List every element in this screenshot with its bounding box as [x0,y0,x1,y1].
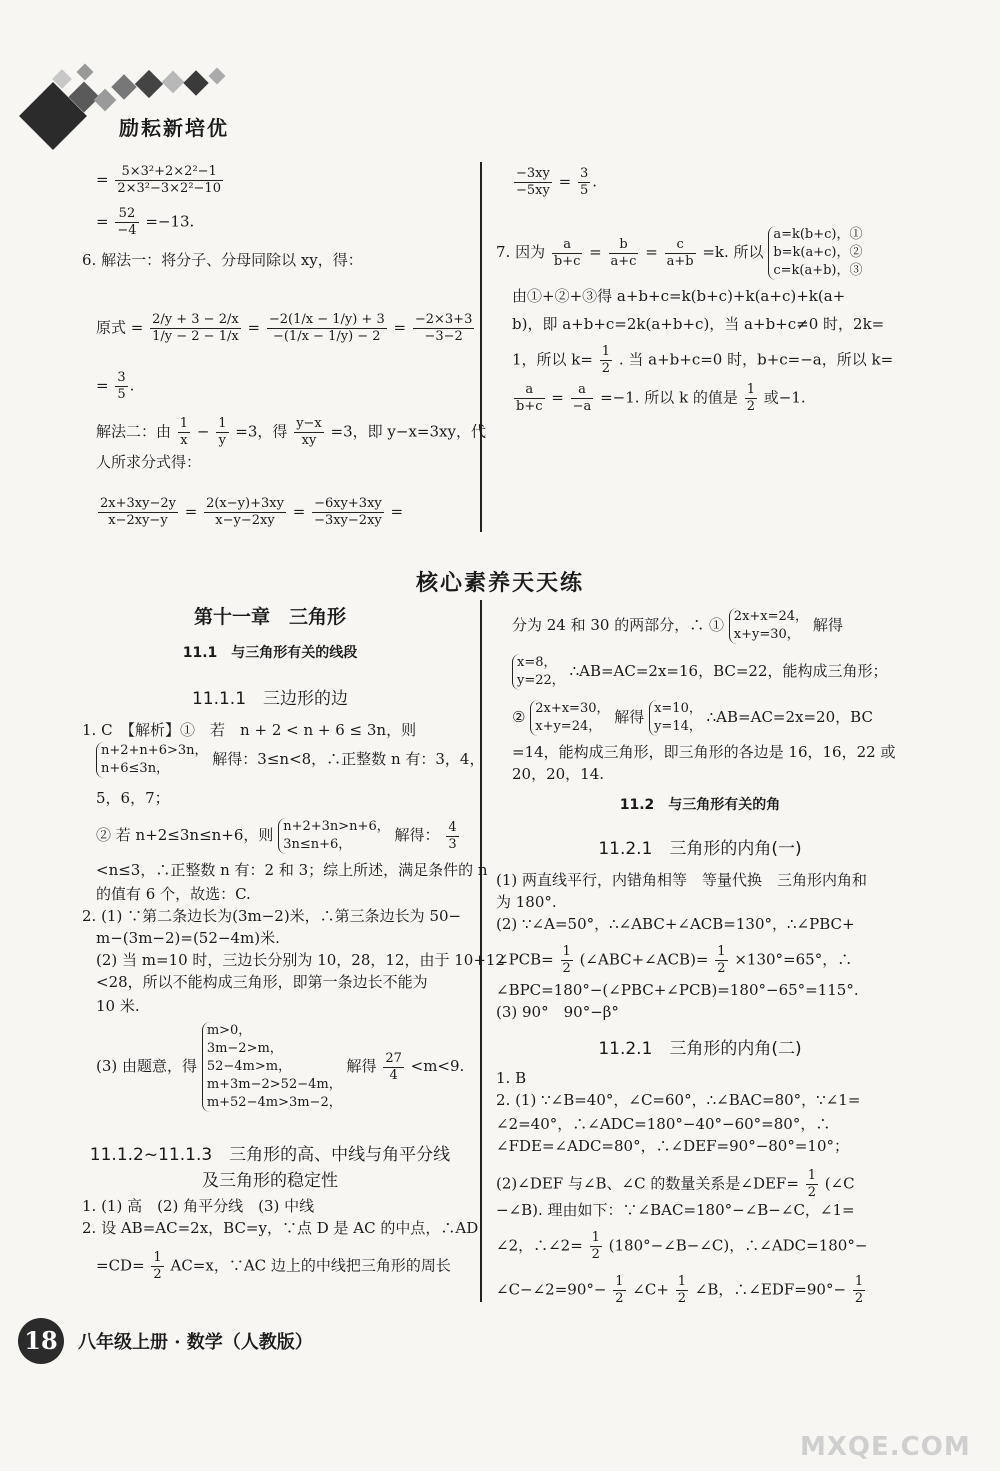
equation-system: n+2+3n>n+6， 3n≤n+6， [278,818,390,854]
fraction: $\frac{52}{-4}$ [117,206,137,238]
question-7-line3: b)，即 a+b+c=2k(a+b+c)，当 a+b+c≠0 时，2k= [512,315,885,333]
watermark: MXQE.COM [800,1432,971,1462]
q2-line6: (3) 由题意，得 m>0， 3m−2>m， 52−4m>m， m+3m−2>52−4m， m+52−4m>3m−2， 解得 $\frac{27}{4}$ <m<9. [96,1023,465,1110]
logo-diamond [162,71,185,94]
a1-line6: (3) 90° 90°−β° [496,1003,619,1021]
page-number: 18 [24,1326,58,1355]
fraction: $\frac{-2\times 3+3}{-3-2}$ [414,312,473,344]
fraction: $\frac{1}{2}$ [591,1230,600,1262]
fraction: $\frac{1}{2}$ [601,344,611,376]
brand-text: 励耘新培优 [119,116,229,140]
fraction: $\frac{3}{5}$ [117,370,126,402]
fraction: $\frac{c}{a+b}$ [666,236,694,269]
b2-line4: (2)∠DEF 与∠B、∠C 的数量关系是∠DEF= $\frac{1}{2}$ (∠C [496,1168,855,1200]
fraction: $\frac{27}{4}$ [385,1050,402,1083]
question-7-head: 7. 因为 $\frac{a}{b+c}$ = $\frac{b}{a+c}$ = $\frac{c}{a+b}$ =k. 所以 a=k(b+c)，① b=k(a+c)，② c=k(a+b)，③ [496,227,863,278]
question-6-head: 6. 解法一：将分子、分母同除以 xy，得： [82,251,363,269]
subsection-heading: 11.1.1 三边形的边 [191,689,349,709]
right-eq-1: $\frac{-3xy}{-5xy}$ = $\frac{3}{5}$ . [516,166,598,198]
subsection-heading: 11.2.1 三角形的内角(二) [598,1039,802,1059]
equation-system: n+2+n+6>3n， n+6≤3n， [96,742,208,778]
question-7-line5: $\frac{a}{b+c}$ = $\frac{a}{-a}$ =−1. 所以 k 的值是 $\frac{1}{2}$ 或−1. [516,382,806,414]
a1-line5: ∠BPC=180°−(∠PBC+∠PCB)=180°−65°=115°. [496,981,859,999]
column-divider [480,162,482,532]
section-title: 核心素养天天练 [415,570,584,596]
eq-line-2: = $\frac{52}{-4}$ =−13. [96,206,195,238]
q1-line1: 1. C 【解析】① 若 n + 2 < n + 6 ≤ 3n，则 [82,721,417,739]
fraction: $\frac{2(x-y)+3xy}{x-y-2xy}$ [206,496,284,528]
logo-diamond [111,74,136,99]
header-logo [15,50,255,160]
question-6-method2-expr: $\frac{2x+3xy-2y}{x-2xy-y}$ = $\frac{2(x-y)+3xy}{x-y-2xy}$ = $\frac{-6xy+3xy}{-3xy-2xy}$ = [100,496,404,528]
fraction: $\frac{1}{2}$ [677,1274,686,1306]
fraction: $\frac{1}{x}$ [179,416,189,448]
subsection-heading: 11.2.1 三角形的内角(一) [598,839,802,859]
eq-line-1: = $\frac{\text{5×3²+2×2²−1}}{\text{2×3²−3×2²−10}}$ [96,164,221,196]
fraction: $\frac{1}{2}$ [717,944,726,976]
fraction: $\frac{-3xy}{-5xy}$ [516,166,550,198]
book-title: 八年级上册 · 数学（人教版） [78,1332,313,1353]
q2-line1: 2. (1) ∵第二条边长为(3m−2)米，∴第三条边长为 50− [82,907,462,925]
b2-line2: ∠2=40°，∴∠ADC=180°−40°−60°=80°，∴ [496,1115,831,1133]
fraction: $\frac{2x+3xy-2y}{x-2xy-y}$ [100,496,176,528]
equation-system: 2x+x=24， x+y=30， [729,608,808,644]
logo-diamond [183,70,208,95]
q1-line3: 5，6，7； [96,789,170,807]
p2-line1: 2. 设 AB=AC=2x，BC=y，∵点 D 是 AC 的中点，∴AD [82,1219,479,1237]
section-heading: 11.2 与三角形有关的角 [619,797,781,813]
logo-diamond [77,64,94,81]
fraction: $\frac{1}{2}$ [854,1274,864,1306]
fraction: $\frac{a}{-a}$ [572,382,592,414]
fraction: $\frac{1}{2}$ [807,1168,816,1200]
chapter-title: 第十一章 三角形 [193,606,346,628]
q1-line2: n+2+n+6>3n， n+6≤3n， 解得：3≤n<8，∴正整数 n 有：3，4， [96,742,484,778]
c-line4: =14，能构成三角形，即三角形的各边是 16，16，22 或 [512,743,896,761]
logo-diamond [94,89,117,112]
equation-system: x=8， y=22， [512,654,565,690]
p2-line2: =CD= $\frac{1}{2}$ AC=x，∵AC 边上的中线把三角形的周长 [96,1250,451,1282]
a1-line1: (1) 两直线平行，内错角相等 等量代换 三角形内角和 [496,871,868,889]
c-line3: ② 2x+x=30， x+y=24， 解得 x=10， y=14， ∴AB=AC=2x=20，BC [512,701,873,734]
fraction: $\frac{1}{2}$ [615,1274,624,1306]
question-6-result: = $\frac{3}{5}$ . [96,370,135,402]
equation-system: a=k(b+c)，① b=k(a+c)，② c=k(a+b)，③ [768,226,862,280]
b2-line6: ∠2，∴∠2= $\frac{1}{2}$ (180°−∠B−∠C)，∴∠ADC=180°− [496,1230,868,1262]
fraction: $\frac{2/y + 3 - 2/x}{1/y - 2 - 1/x}$ [152,312,239,344]
c-line1: 分为 24 和 30 的两部分，∴ ① 2x+x=24， x+y=30， 解得 [512,609,843,642]
c-line2: x=8， y=22， ∴AB=AC=2x=16，BC=22，能构成三角形； [512,654,888,690]
question-7-line4: 1，所以 k= $\frac{1}{2}$ . 当 a+b+c=0 时，b+c=−a，所以 k= [512,344,894,376]
question-6-method2-cont: 人所求分式得： [96,453,202,471]
b2-line5: −∠B). 理由如下：∵∠BAC=180°−∠B−∠C，∠1= [496,1201,855,1219]
fraction: $\frac{a}{b+c}$ [553,236,581,269]
logo-diamond [209,68,226,85]
fraction: $\frac{y-x}{xy}$ [296,416,322,448]
equation-system: 2x+x=30， x+y=24， [530,700,609,736]
b1-line: 1. B [496,1069,527,1087]
subsection-heading: 及三角形的稳定性 [202,1171,338,1191]
q2-line4: <28，所以不能构成三角形，即第一条边长不能为 [96,973,428,991]
fraction: $\frac{3}{5}$ [579,166,589,198]
question-6-expr: 原式 = $\frac{2/y + 3 - 2/x}{1/y - 2 - 1/x}$ = $\frac{-2(1/x - 1/y) + 3}{-(1/x - 1/y) - 2}$ = $\frac{-2\times 3+3}{-3-2}$ [96,312,473,344]
b2-line7: ∠C−∠2=90°− $\frac{1}{2}$ ∠C+ $\frac{1}{2}$ ∠B，∴∠EDF=90°− $\frac{1}{2}$ [496,1274,864,1306]
fraction: $\frac{\text{5×3²+2×2²−1}}{\text{2×3²−3×2²−10}}$ [117,164,221,196]
q1-line6: 的值有 6 个，故选：C. [96,885,251,903]
equation-system: m>0， 3m−2>m， 52−4m>m， m+3m−2>52−4m， m+52−4m>3m−2， [202,1022,342,1112]
a1-line4: ∠PCB= $\frac{1}{2}$ (∠ABC+∠ACB)= $\frac{1}{2}$ ×130°=65°，∴ [496,944,853,976]
fraction: $\frac{1}{2}$ [746,382,755,414]
a1-line3: (2) ∵∠A=50°，∴∠ABC+∠ACB=130°，∴∠PBC+ [496,915,855,933]
q1-line5: <n≤3，∴正整数 n 有：2 和 3；综上所述，满足条件的 n [96,861,488,879]
subsection-heading: 11.1.2~11.1.3 三角形的高、中线与角平分线 [89,1145,451,1165]
section-heading: 11.1 与三角形有关的线段 [182,645,358,661]
p1-line: 1. (1) 高 (2) 角平分线 (3) 中线 [82,1197,315,1215]
b2-line1: 2. (1) ∵∠B=40°，∠C=60°，∴∠BAC=80°，∵∠1= [496,1091,861,1109]
q2-line2: m−(3m−2)=(52−4m)米. [96,929,280,947]
fraction: $\frac{a}{b+c}$ [516,382,543,414]
fraction: $\frac{1}{y}$ [218,416,227,448]
q2-line3: (2) 当 m=10 时，三边长分别为 10，28，12，由于 10+12 [96,951,505,969]
fraction: $\frac{1}{2}$ [562,944,571,976]
question-7-line2: 由①+②+③得 a+b+c=k(b+c)+k(a+c)+k(a+ [512,287,846,305]
fraction: $\frac{-6xy+3xy}{-3xy-2xy}$ [314,496,382,528]
logo-diamond [135,70,163,98]
fraction: $\frac{b}{a+c}$ [610,236,637,269]
fraction: $\frac{-2(1/x - 1/y) + 3}{-(1/x - 1/y) - 2}$ [268,312,385,344]
fraction: $\frac{4}{3}$ [448,819,457,852]
question-6-method2: 解法二：由 $\frac{1}{x}$ − $\frac{1}{y}$ =3，得 $\frac{y-x}{xy}$ =3，即 y−x=3xy，代 [96,416,486,448]
b2-line3: ∠FDE=∠ADC=80°，∴∠DEF=90°−80°=10°； [496,1137,849,1155]
fraction: $\frac{1}{2}$ [153,1250,162,1282]
a1-line2: 为 180°. [496,893,557,911]
c-line5: 20，20，14. [512,765,605,783]
q2-line5: 10 米. [96,997,140,1015]
equation-system: x=10， y=14， [649,700,702,736]
q1-line4: ② 若 n+2≤3n≤n+6，则 n+2+3n>n+6， 3n≤n+6， 解得： $\frac{4}{3}$ [96,819,457,852]
